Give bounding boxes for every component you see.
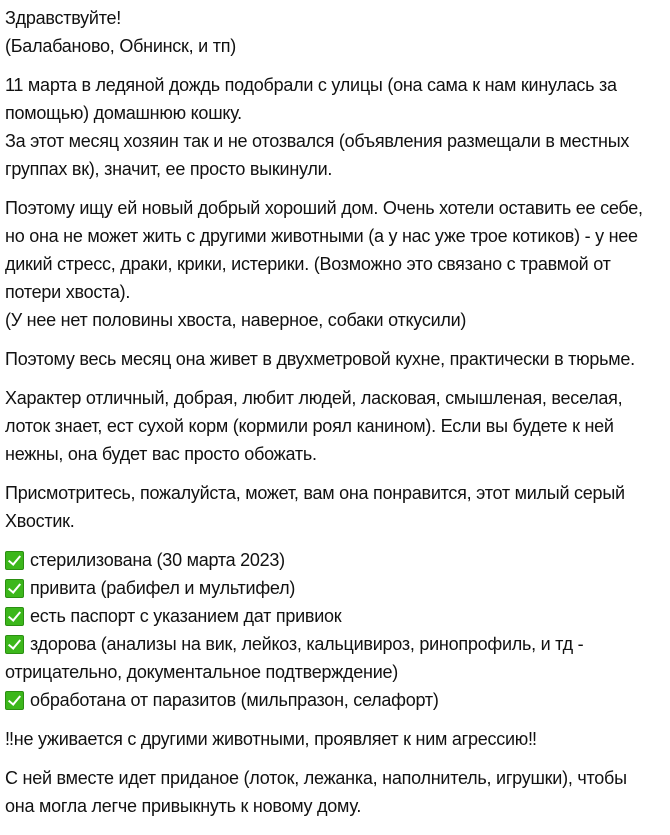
checklist-text: есть паспорт с указанием дат привиок bbox=[30, 606, 342, 626]
text-line: нежны, она будет вас просто обожать. bbox=[5, 444, 317, 464]
text-line: группах вк), значит, ее просто выкинули. bbox=[5, 159, 333, 179]
checklist-line bbox=[5, 658, 670, 686]
checklist-line bbox=[5, 630, 670, 658]
text-line: Поэтому весь месяц она живет в двухметровой кухне, практически в тюрьме. bbox=[5, 349, 635, 369]
check-mark-icon bbox=[5, 579, 24, 598]
closing-paragraph bbox=[5, 764, 670, 820]
paragraph bbox=[5, 4, 670, 60]
text-line: (У нее нет половины хвоста, наверное, собаки откусили) bbox=[5, 310, 467, 330]
text-line: Хвостик. bbox=[5, 511, 75, 531]
check-mark-icon bbox=[5, 691, 24, 710]
text-line: но она не может жить с другими животными (а у нас уже трое котиков) - у нее bbox=[5, 226, 638, 246]
text-line: Здравствуйте! bbox=[5, 8, 122, 28]
checklist bbox=[5, 546, 670, 714]
checklist-text: здорова (анализы на вик, лейкоз, кальцивироз, ринопрофиль, и тд - bbox=[30, 634, 584, 654]
text-line: 11 марта в ледяной дождь подобрали с улицы (она сама к нам кинулась за bbox=[5, 75, 617, 95]
checklist-line bbox=[5, 686, 670, 714]
checklist-line bbox=[5, 546, 670, 574]
checklist-line bbox=[5, 574, 670, 602]
paragraph bbox=[5, 71, 670, 183]
text-line: Присмотритесь, пожалуйста, может, вам она понравится, этот милый серый bbox=[5, 483, 625, 503]
text-line: Характер отличный, добрая, любит людей, ласковая, смышленая, веселая, bbox=[5, 388, 623, 408]
text-line: (Балабаново, Обнинск, и тп) bbox=[5, 36, 236, 56]
text-line: дикий стресс, драки, крики, истерики. (Возможно это связано с травмой от bbox=[5, 254, 611, 274]
checklist-text: стерилизована (30 марта 2023) bbox=[30, 550, 285, 570]
check-mark-icon bbox=[5, 635, 24, 654]
check-mark-icon bbox=[5, 551, 24, 570]
checklist-text: отрицательно, документальное подтверждение) bbox=[5, 662, 399, 682]
text-line: лоток знает, ест сухой корм (кормили роял канином). Если вы будете к ней bbox=[5, 416, 614, 436]
text-line: За этот месяц хозяин так и не отозвался (объявления размещали в местных bbox=[5, 131, 630, 151]
text-line: потери хвоста). bbox=[5, 282, 131, 302]
paragraph bbox=[5, 479, 670, 535]
warning-paragraph bbox=[5, 725, 670, 753]
warning-text: ‼не уживается с другими животными, проявляет к ним агрессию‼ bbox=[5, 729, 537, 749]
paragraph bbox=[5, 194, 670, 334]
checklist-line bbox=[5, 602, 670, 630]
paragraph bbox=[5, 384, 670, 468]
checklist-text: обработана от паразитов (мильпразон, селафорт) bbox=[30, 690, 439, 710]
text-line: С ней вместе идет приданое (лоток, лежанка, наполнитель, игрушки), чтобы bbox=[5, 768, 627, 788]
text-line: она могла легче привыкнуть к новому дому. bbox=[5, 796, 362, 816]
text-line: Поэтому ищу ей новый добрый хороший дом. Очень хотели оставить ее себе, bbox=[5, 198, 643, 218]
paragraph bbox=[5, 345, 670, 373]
checklist-text: привита (рабифел и мультифел) bbox=[30, 578, 296, 598]
check-mark-icon bbox=[5, 607, 24, 626]
text-line: помощью) домашнюю кошку. bbox=[5, 103, 242, 123]
